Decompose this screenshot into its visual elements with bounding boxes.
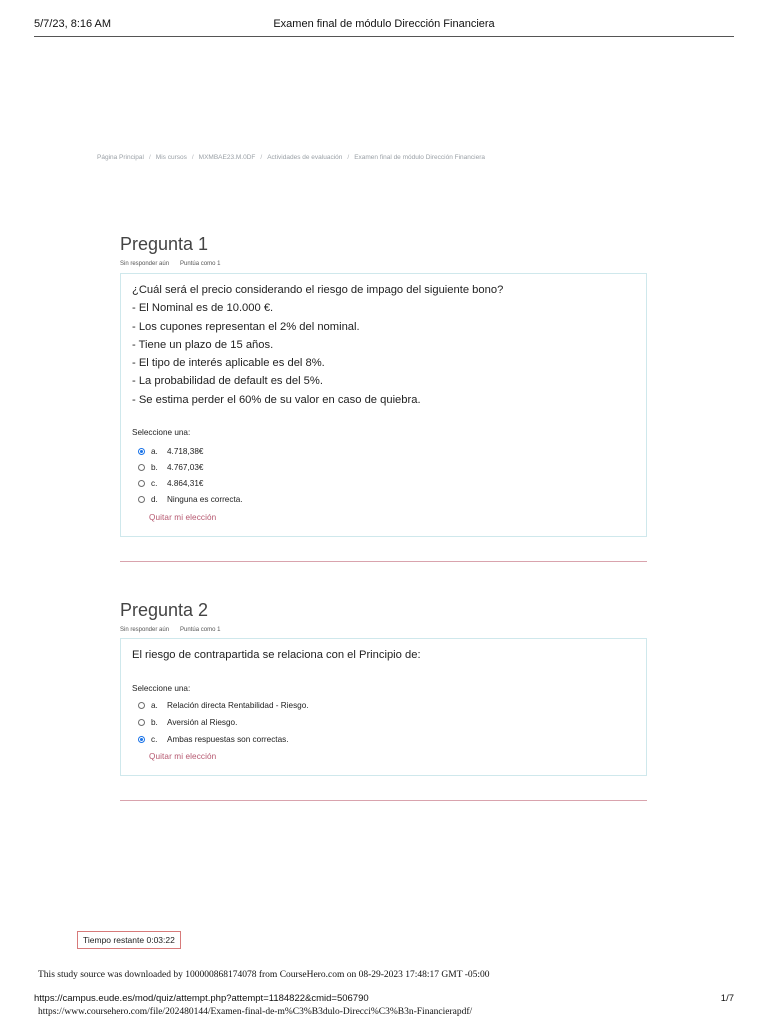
answer-list [138,697,309,748]
question-divider [120,561,647,562]
answer-option-a[interactable] [138,697,309,714]
question-text-line: - El tipo de interés aplicable es del 8%. [132,357,325,370]
question-1-title: Pregunta 1 [120,234,209,254]
answer-letter: b. [151,718,158,727]
answer-label: Ninguna es correcta. [167,494,243,504]
question-grade: Puntúa como 1 [180,261,221,267]
answer-label: Relación directa Rentabilidad - Riesgo. [167,701,309,710]
breadcrumb [97,154,485,161]
question-state: Sin responder aún [120,261,170,267]
answer-letter: d. [151,494,158,504]
breadcrumb-separator: / [148,154,151,161]
answer-label: 4.767,03€ [167,462,204,472]
question-text-line: - El Nominal es de 10.000 €. [132,302,274,315]
radio-button-checked[interactable] [138,736,145,743]
answer-letter: c. [151,735,158,744]
breadcrumb-separator: / [260,154,263,161]
radio-button[interactable] [138,719,145,726]
answer-label: Ambas respuestas son correctas. [167,735,289,744]
time-remaining-badge [77,931,181,949]
select-one-label: Seleccione una: [132,684,191,693]
footer-source-url: https://www.coursehero.com/file/202480144/Examen-final-de-m%C3%B3dulo-Direcci%C3%B3n-Financierapdf/ [38,1007,473,1017]
question-divider [120,800,647,801]
timer-value: 0:03:22 [146,935,175,945]
answer-option-d[interactable] [138,491,243,507]
radio-button[interactable] [138,702,145,709]
breadcrumb-separator: / [347,154,350,161]
breadcrumb-section[interactable]: Actividades de evaluación [267,154,343,161]
radio-button[interactable] [138,496,145,503]
answer-option-b[interactable] [138,714,309,731]
breadcrumb-separator: / [191,154,194,161]
question-grade: Puntúa como 1 [180,627,221,633]
select-one-label: Seleccione una: [132,428,191,437]
question-text-line: - Los cupones representan el 2% del nominal. [132,320,360,333]
radio-button[interactable] [138,464,145,471]
question-text-line: El riesgo de contrapartida se relaciona con el Principio de: [132,649,421,661]
timer-label: Tiempo restante [83,935,145,945]
answer-option-c[interactable] [138,475,243,491]
answer-label: Aversión al Riesgo. [167,718,238,727]
print-page-title: Examen final de módulo Dirección Financiera [273,18,495,30]
answer-option-c[interactable] [138,731,309,748]
answer-label: 4.864,31€ [167,478,204,488]
breadcrumb-my-courses[interactable]: Mis cursos [155,154,187,161]
footer-page-number: 1/7 [720,993,734,1004]
footer-page-url: https://campus.eude.es/mod/quiz/attempt.php?attempt=1184822&cmid=506790 [34,993,369,1004]
source-notice: This study source was downloaded by 100000868174078 from CourseHero.com on 08-29-2023 17:48:17 GMT -05:00 [38,970,490,980]
header-divider [34,36,734,37]
breadcrumb-home[interactable]: Página Principal [97,154,144,161]
answer-letter: b. [151,462,158,472]
question-2-text [132,646,421,664]
answer-option-a[interactable] [138,443,243,459]
breadcrumb-quiz[interactable]: Examen final de módulo Dirección Financiera [354,154,485,161]
question-text-line: - Tiene un plazo de 15 años. [132,338,274,351]
breadcrumb-course[interactable]: MXMBAE23.M.0DF [198,154,256,161]
question-1-info [120,261,220,267]
clear-choice-link[interactable]: Quitar mi elección [149,752,217,761]
answer-list [138,443,243,507]
answer-letter: c. [151,478,158,488]
question-text-line: - La probabilidad de default es del 5%. [132,375,323,388]
question-state: Sin responder aún [120,627,170,633]
print-datetime: 5/7/23, 8:16 AM [34,18,112,30]
answer-letter: a. [151,446,158,456]
radio-button-checked[interactable] [138,448,145,455]
question-1-text [132,281,503,409]
question-1-content [120,273,647,537]
radio-button[interactable] [138,480,145,487]
question-2-info [120,627,220,633]
clear-choice-link[interactable]: Quitar mi elección [149,513,217,522]
answer-letter: a. [151,701,158,710]
answer-label: 4.718,38€ [167,446,204,456]
question-text-line: - Se estima perder el 60% de su valor en caso de quiebra. [132,393,421,406]
answer-option-b[interactable] [138,459,243,475]
question-2-content [120,638,647,776]
question-2-title: Pregunta 2 [120,600,209,620]
question-text-line: ¿Cuál será el precio considerando el riesgo de impago del siguiente bono? [132,284,504,296]
